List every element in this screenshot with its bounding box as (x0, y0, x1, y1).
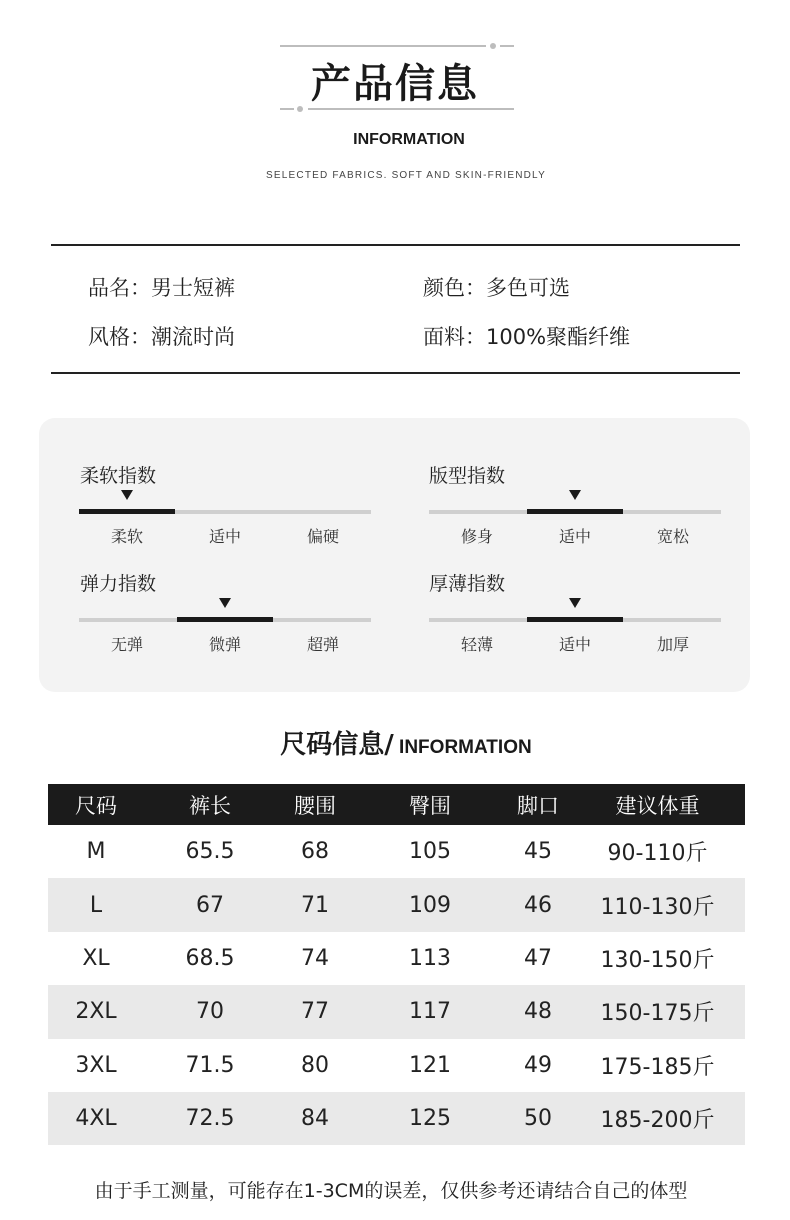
fit-option-1: 修身 (460, 527, 493, 546)
table-row (48, 1092, 745, 1145)
fit-option-3: 宽松 (656, 527, 689, 546)
table-row (48, 825, 745, 878)
size-table-header (48, 784, 745, 825)
info-bottom-rule (51, 372, 740, 374)
header-waist: 腰围 (276, 784, 354, 825)
size-table (48, 784, 745, 1145)
cell-size: 3XL (75, 1052, 117, 1078)
info-fabric-label: 面料： (423, 325, 486, 349)
cell-size: L (48, 878, 144, 931)
title-bottom-line-short (280, 108, 294, 110)
cell-waist: 84 (276, 1092, 354, 1145)
title-top-line (280, 45, 486, 47)
cell-length: 68.5 (185, 945, 235, 971)
measurement-footnote: 由于手工测量，可能存在1-3CM的误差，仅供参考还请结合自己的体型 (94, 1180, 688, 1202)
cell-size: XL (82, 945, 110, 971)
cell-hip: 117 (354, 985, 506, 1038)
cell-hip: 125 (354, 1092, 506, 1145)
cell-hem: 49 (524, 1052, 552, 1078)
info-style-label: 风格： (88, 325, 151, 349)
cell-length: 67 (144, 878, 276, 931)
table-row (48, 985, 745, 1038)
cell-length: 72.5 (144, 1092, 276, 1145)
thickness-option-3: 加厚 (656, 635, 689, 654)
size-heading-cn: 尺码信息/ (280, 730, 394, 760)
info-name-value: 男士短裤 (151, 276, 235, 300)
info-name-label: 品名： (88, 276, 151, 300)
cell-weight: 185-200斤 (570, 1092, 745, 1145)
fit-index-track (429, 510, 721, 546)
softness-option-3: 偏硬 (306, 527, 339, 546)
cell-length: 70 (144, 985, 276, 1038)
thickness-option-1: 轻薄 (460, 635, 493, 654)
cell-hem: 46 (506, 878, 570, 931)
cell-hip: 121 (409, 1052, 451, 1078)
page-tagline: SELECTED FABRICS. SOFT AND SKIN-FRIENDLY (266, 170, 546, 181)
info-fabric-value: 100%聚酯纤维 (486, 325, 631, 349)
cell-weight: 110-130斤 (570, 878, 745, 931)
cell-hem: 45 (524, 839, 552, 865)
header-hem: 脚口 (506, 784, 570, 825)
info-fabric (423, 321, 630, 351)
info-color-label: 颜色： (423, 276, 486, 300)
title-bottom-dot (297, 106, 303, 112)
page-subtitle: INFORMATION (353, 131, 465, 148)
header-hip: 臀围 (354, 784, 506, 825)
softness-index-selected-segment (79, 509, 175, 514)
cell-length: 65.5 (185, 839, 235, 865)
size-section-heading (0, 724, 790, 761)
info-name (88, 272, 235, 302)
cell-weight: 90-110斤 (607, 841, 708, 867)
cell-hem: 48 (506, 985, 570, 1038)
softness-option-1: 柔软 (110, 527, 143, 546)
elasticity-index-title: 弹力指数 (80, 573, 157, 595)
cell-size: 4XL (48, 1092, 144, 1145)
cell-waist: 80 (301, 1052, 329, 1078)
cell-waist: 74 (301, 945, 329, 971)
elasticity-option-3: 超弹 (306, 635, 339, 654)
table-row (48, 878, 745, 931)
thickness-index-marker (569, 598, 581, 608)
cell-hem: 50 (506, 1092, 570, 1145)
thickness-index-selected-segment (527, 617, 623, 622)
title-bottom-line (308, 108, 514, 110)
info-color (423, 272, 570, 302)
thickness-index-title: 厚薄指数 (429, 573, 506, 595)
cell-waist: 68 (301, 839, 329, 865)
elasticity-index-marker (219, 598, 231, 608)
cell-weight: 130-150斤 (600, 947, 715, 973)
size-heading-en: INFORMATION (393, 737, 532, 758)
header-size: 尺码 (48, 784, 144, 825)
elasticity-option-2: 微弹 (208, 635, 241, 654)
cell-size: M (86, 839, 106, 865)
cell-hip: 113 (409, 945, 451, 971)
table-row (48, 932, 745, 985)
thickness-index-track (429, 618, 721, 654)
softness-index-track (79, 510, 371, 546)
cell-weight: 175-185斤 (600, 1054, 715, 1080)
fit-option-2: 适中 (558, 527, 591, 546)
header-weight: 建议体重 (570, 784, 745, 825)
header-length: 裤长 (144, 784, 276, 825)
cell-weight: 150-175斤 (570, 985, 745, 1038)
fit-index-selected-segment (527, 509, 623, 514)
info-color-value: 多色可选 (486, 276, 570, 300)
thickness-option-2: 适中 (558, 635, 591, 654)
softness-index-title: 柔软指数 (80, 465, 157, 487)
info-style-value: 潮流时尚 (151, 325, 235, 349)
cell-hip: 105 (409, 839, 451, 865)
elasticity-index-track (79, 618, 371, 654)
fit-index-title: 版型指数 (429, 465, 506, 487)
title-top-dot (490, 43, 496, 49)
softness-index-marker (121, 490, 133, 500)
fit-index-marker (569, 490, 581, 500)
elasticity-option-1: 无弹 (110, 635, 143, 654)
cell-hem: 47 (524, 945, 552, 971)
cell-waist: 71 (276, 878, 354, 931)
elasticity-index-selected-segment (177, 617, 273, 622)
softness-option-2: 适中 (208, 527, 241, 546)
info-top-rule (51, 244, 740, 246)
cell-size: 2XL (48, 985, 144, 1038)
cell-length: 71.5 (185, 1052, 235, 1078)
table-row (48, 1039, 745, 1092)
info-style (88, 321, 235, 351)
cell-waist: 77 (276, 985, 354, 1038)
page-title: 产品信息 (311, 61, 479, 107)
cell-hip: 109 (354, 878, 506, 931)
title-top-line-short (500, 45, 514, 47)
